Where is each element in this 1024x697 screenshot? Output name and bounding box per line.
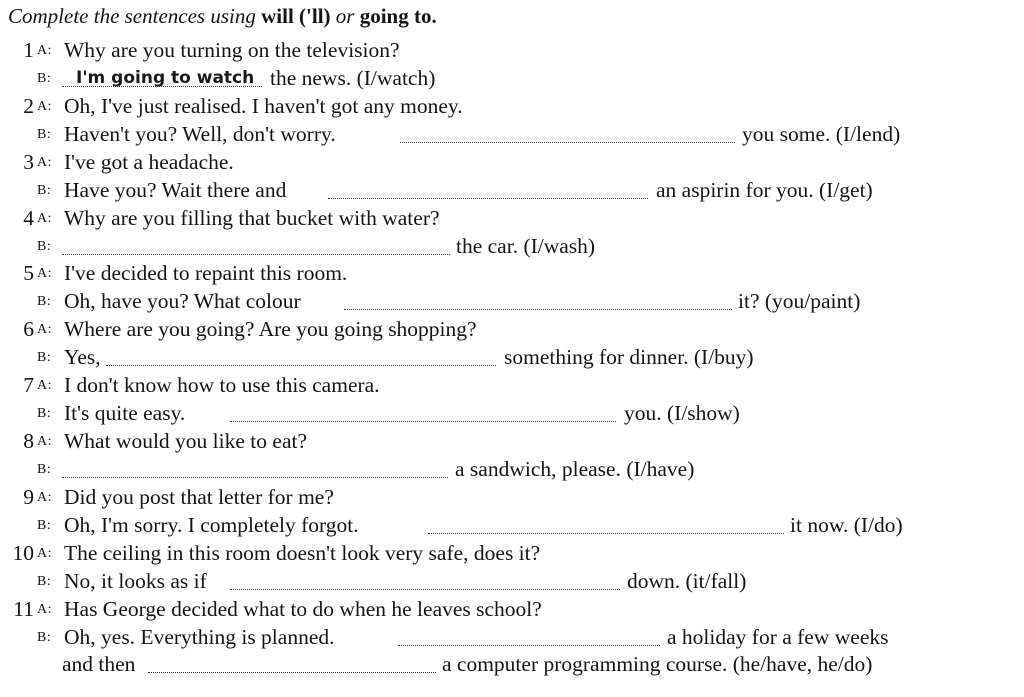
item-number: 6: [23, 317, 34, 341]
item-11-b: [0, 625, 1024, 652]
item-number: 9: [23, 485, 34, 509]
speaker-a-text: The ceiling in this room doesn't look very safe, does it?: [64, 541, 541, 565]
speaker-a: A:: [37, 99, 52, 114]
speaker-a: A:: [37, 155, 52, 170]
item-number: 2: [23, 94, 34, 118]
answer-blank[interactable]: [230, 401, 616, 422]
answer-blank[interactable]: [106, 345, 496, 366]
speaker-b: B:: [37, 406, 52, 421]
speaker-a-text: What would you like to eat?: [64, 429, 307, 453]
speaker-a: A:: [37, 546, 52, 561]
item-number: 7: [23, 373, 34, 397]
speaker-b-text: you some. (I/lend): [742, 122, 901, 146]
item-5-b: [0, 289, 1024, 316]
speaker-b-text: an aspirin for you. (I/get): [656, 178, 873, 202]
item-7-a: [0, 373, 1024, 400]
item-11-a: [0, 597, 1024, 624]
item-number: 1: [23, 38, 34, 62]
speaker-b: B:: [37, 630, 52, 645]
speaker-b: B:: [37, 183, 52, 198]
speaker-a-text: Oh, I've just realised. I haven't got any money.: [64, 94, 463, 118]
item-number: 11: [13, 597, 34, 621]
speaker-b-text: It's quite easy.: [64, 401, 186, 425]
speaker-a-text: Why are you filling that bucket with water?: [64, 206, 440, 230]
instruction-text: Complete the sentences using: [8, 4, 256, 28]
answer-blank[interactable]: [62, 457, 448, 478]
speaker-b-text: and then: [62, 652, 136, 676]
speaker-a-text: I don't know how to use this camera.: [64, 373, 380, 397]
speaker-a: A:: [37, 434, 52, 449]
speaker-a: A:: [37, 602, 52, 617]
speaker-b: B:: [37, 71, 52, 86]
item-3-b: [0, 178, 1024, 205]
speaker-b-text: the car. (I/wash): [456, 234, 596, 258]
item-7-b: [0, 401, 1024, 428]
speaker-b-text: Haven't you? Well, don't worry.: [64, 122, 336, 146]
item-8-a: [0, 429, 1024, 456]
speaker-a: A:: [37, 43, 52, 58]
item-2-a: [0, 94, 1024, 121]
item-4-b: [0, 234, 1024, 261]
item-4-a: [0, 206, 1024, 233]
answer-blank[interactable]: [328, 178, 648, 199]
instruction-will: will ('ll): [261, 4, 331, 28]
item-number: 3: [23, 150, 34, 174]
answer-blank[interactable]: [230, 569, 620, 590]
item-8-b: [0, 457, 1024, 484]
speaker-a: A:: [37, 266, 52, 281]
speaker-a: A:: [37, 211, 52, 226]
item-2-b: [0, 122, 1024, 149]
filled-answer: I'm going to watch: [76, 68, 255, 88]
speaker-b: B:: [37, 294, 52, 309]
speaker-a-text: Where are you going? Are you going shopping?: [64, 317, 477, 341]
item-6-a: [0, 317, 1024, 344]
item-10-b: [0, 569, 1024, 596]
speaker-b-text: Oh, I'm sorry. I completely forgot.: [64, 513, 359, 537]
speaker-b-text: you. (I/show): [624, 401, 740, 425]
item-1-b: [0, 66, 1024, 93]
speaker-b-text: something for dinner. (I/buy): [504, 345, 754, 369]
speaker-b-text: a computer programming course. (he/have, he/do): [442, 652, 873, 676]
instruction: [8, 4, 437, 29]
speaker-a-text: Has George decided what to do when he leaves school?: [64, 597, 542, 621]
speaker-b-text: a sandwich, please. (I/have): [455, 457, 695, 481]
speaker-a-text: Did you post that letter for me?: [64, 485, 334, 509]
speaker-b-text: a holiday for a few weeks: [667, 625, 889, 649]
speaker-b-text: down. (it/fall): [627, 569, 747, 593]
answer-blank[interactable]: [398, 625, 660, 646]
speaker-b-text: Oh, have you? What colour: [64, 289, 301, 313]
speaker-a: A:: [37, 490, 52, 505]
instruction-or: or: [335, 4, 355, 28]
answer-blank[interactable]: [400, 122, 735, 143]
instruction-going-to: going to.: [359, 4, 437, 28]
speaker-b-text: Oh, yes. Everything is planned.: [64, 625, 335, 649]
speaker-b: B:: [37, 239, 52, 254]
speaker-b-text: the news. (I/watch): [270, 66, 436, 90]
item-3-a: [0, 150, 1024, 177]
item-number: 8: [23, 429, 34, 453]
answer-blank[interactable]: [428, 513, 784, 534]
item-1-a: [0, 38, 1024, 65]
item-9-b: [0, 513, 1024, 540]
speaker-b-text: No, it looks as if: [64, 569, 207, 593]
answer-blank[interactable]: [62, 234, 450, 255]
speaker-b: B:: [37, 518, 52, 533]
speaker-a-text: Why are you turning on the television?: [64, 38, 400, 62]
speaker-b-text: Yes,: [64, 345, 101, 369]
item-5-a: [0, 261, 1024, 288]
answer-blank[interactable]: [344, 289, 732, 310]
item-11-c: [0, 652, 1024, 679]
speaker-b: B:: [37, 127, 52, 142]
speaker-a-text: I've got a headache.: [64, 150, 234, 174]
speaker-b-text: it? (you/paint): [738, 289, 861, 313]
speaker-a: A:: [37, 322, 52, 337]
item-9-a: [0, 485, 1024, 512]
item-number: 4: [23, 206, 34, 230]
speaker-b: B:: [37, 574, 52, 589]
speaker-b-text: Have you? Wait there and: [64, 178, 287, 202]
speaker-b: B:: [37, 462, 52, 477]
item-10-a: [0, 541, 1024, 568]
answer-blank[interactable]: [148, 652, 436, 673]
speaker-b-text: it now. (I/do): [790, 513, 903, 537]
item-number: 10: [12, 541, 34, 565]
speaker-b: B:: [37, 350, 52, 365]
item-6-b: [0, 345, 1024, 372]
speaker-a-text: I've decided to repaint this room.: [64, 261, 348, 285]
item-number: 5: [23, 261, 34, 285]
speaker-a: A:: [37, 378, 52, 393]
